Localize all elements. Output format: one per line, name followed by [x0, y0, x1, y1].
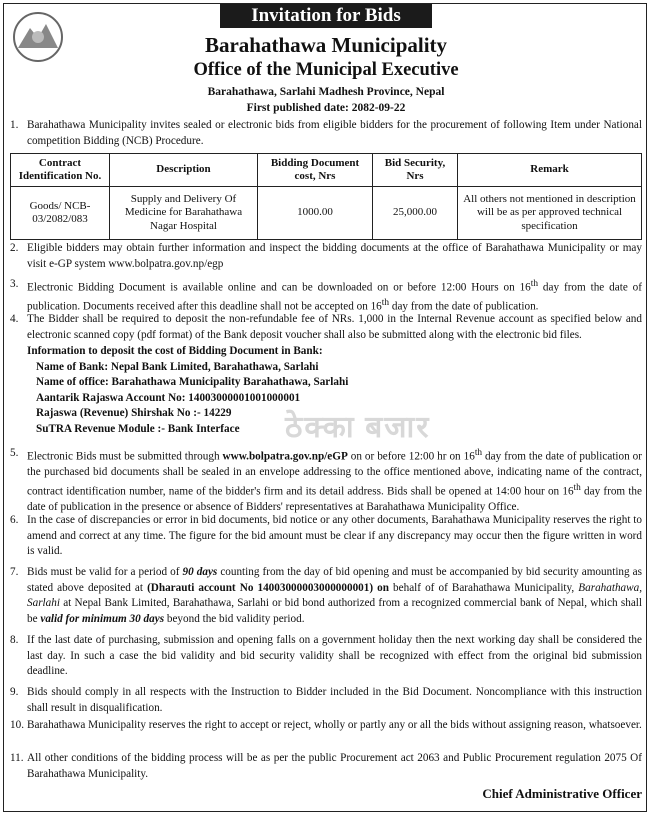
item-10: 10. Barahathawa Municipality reserves the right to accept or reject, wholly or partly any or all the bids without assigning reason, whatsoever. [10, 719, 642, 731]
cell-contract-id: Goods/ NCB-03/2082/083 [11, 187, 110, 240]
item-7: 7. Bids must be valid for a period of 90 days counting from the day of bid opening and must be accompanied by bid security amounting as stated above deposited at (Dharauti account No 14003000003000000001) on behalf of of Barahathawa Municipality, Barahathawa, Sarlahi at Nepal Bank Limited, Barahathawa, Sarlahi or bid bond authorized from a recognized commercial bank of Nepal, which shall be valid for minimum 30 days beyond the bid validity period. [10, 566, 642, 625]
header-contract-id: Contract Identification No. [11, 154, 110, 187]
table-header-row [11, 154, 642, 187]
header-remark: Remark [458, 154, 642, 187]
address-line: Barahathawa, Sarlahi Madhesh Province, Nepal [207, 86, 445, 98]
bank-name: Name of Bank: Nepal Bank Limited, Barahathawa, Sarlahi [36, 360, 319, 373]
bank-account: Aantarik Rajaswa Account No: 14003000001001000001 [36, 391, 301, 404]
egp-link[interactable]: www.bolpatra.gov.np/eGP [222, 450, 348, 463]
item-11: 11. All other conditions of the bidding process will be as per the public Procurement act 2063 and Public Procurement regulation 2075 Of Barahathawa Municipality. [10, 752, 642, 780]
watermark-logo: ठेक्का बजार [285, 411, 431, 444]
bid-table [10, 153, 642, 240]
bank-office: Name of office: Barahathawa Municipality Barahathawa, Sarlahi [36, 376, 349, 389]
invitation-banner: Invitation for Bids [220, 4, 432, 28]
item-5: 5. Electronic Bids must be submitted through www.bolpatra.gov.np/eGP on or before 12:00 hr on 16th day from the date of publication or the purchased bid documents shall be sealed in an envelope addressing to the office mentioned above, indicating name of the contract, contract identification number, name of the bidder's firm and its detail address. Bids shall be opened at 14:00 hour on 16th day from the date of publication in the presence or absence of Bidders' representatives at Barahathawa Municipality Office. [10, 447, 643, 514]
item-2: 2. Eligible bidders may obtain further information and inspect the bidding documents at the office of Barahathawa Municipality or may visit e-GP system www.bolpatra.gov.np/egp [10, 242, 642, 270]
bank-heading: Information to deposit the cost of Bidding Document in Bank: [27, 345, 323, 357]
item-8: 8. If the last date of purchasing, submission and opening falls on a government holiday then the next working day shall be considered the last day. In such a case the bid validity and bid security validity shall be recognized with effect from the original bid submission deadline. [10, 634, 642, 678]
item-9: 9. Bids should comply in all respects with the Instruction to Bidder included in the Bid Document. Noncompliance with this instruction shall result in disqualification. [10, 686, 642, 714]
cell-remark: All others not mentioned in description will be as per approved technical specification [458, 187, 642, 240]
bank-sutra: SuTRA Revenue Module :- Bank Interface [36, 422, 240, 435]
municipality-title: Barahathawa Municipality [204, 33, 448, 57]
signature-title: Chief Administrative Officer [482, 786, 642, 801]
header-bid-security: Bid Security, Nrs [373, 154, 458, 187]
item-3: 3. Electronic Bidding Document is available online and can be downloaded on or before 12:00 Hours on 16th day from the date of publication. Documents received after this deadline shall not be accepted on 16th day from the date of publication. [10, 278, 642, 314]
item-1: 1. Barahathawa Municipality invites sealed or electronic bids from eligible bidders for the procurement of following Item under National competition Bidding (NCB) Procedure. [10, 119, 642, 147]
table-row [11, 187, 642, 240]
office-subtitle: Office of the Municipal Executive [193, 60, 459, 80]
item-6: 6. In the case of discrepancies or error in bid documents, bid notice or any other documents, Barahathawa Municipality reserves the right to amend and correct at any time. The figure for the bid amount must be clear if any discrepancy may occur then the figure written in word is valid. [10, 514, 642, 558]
cell-description: Supply and Delivery Of Medicine for Barahathawa Nagar Hospital [110, 187, 258, 240]
header-description: Description [110, 154, 258, 187]
cell-bid-security: 25,000.00 [373, 187, 458, 240]
item-4: 4. The Bidder shall be required to deposit the non-refundable fee of NRs. 1,000 in the Internal Revenue account as specified below and electronic scanned copy (pdf format) of the Bank deposit voucher shall also be submitted along with the electronic bid files. [10, 313, 642, 341]
cell-doc-cost: 1000.00 [258, 187, 373, 240]
bank-shirshak: Rajaswa (Revenue) Shirshak No :- 14229 [36, 407, 232, 420]
published-date: First published date: 2082-09-22 [246, 102, 406, 114]
header-doc-cost: Bidding Document cost, Nrs [258, 154, 373, 187]
